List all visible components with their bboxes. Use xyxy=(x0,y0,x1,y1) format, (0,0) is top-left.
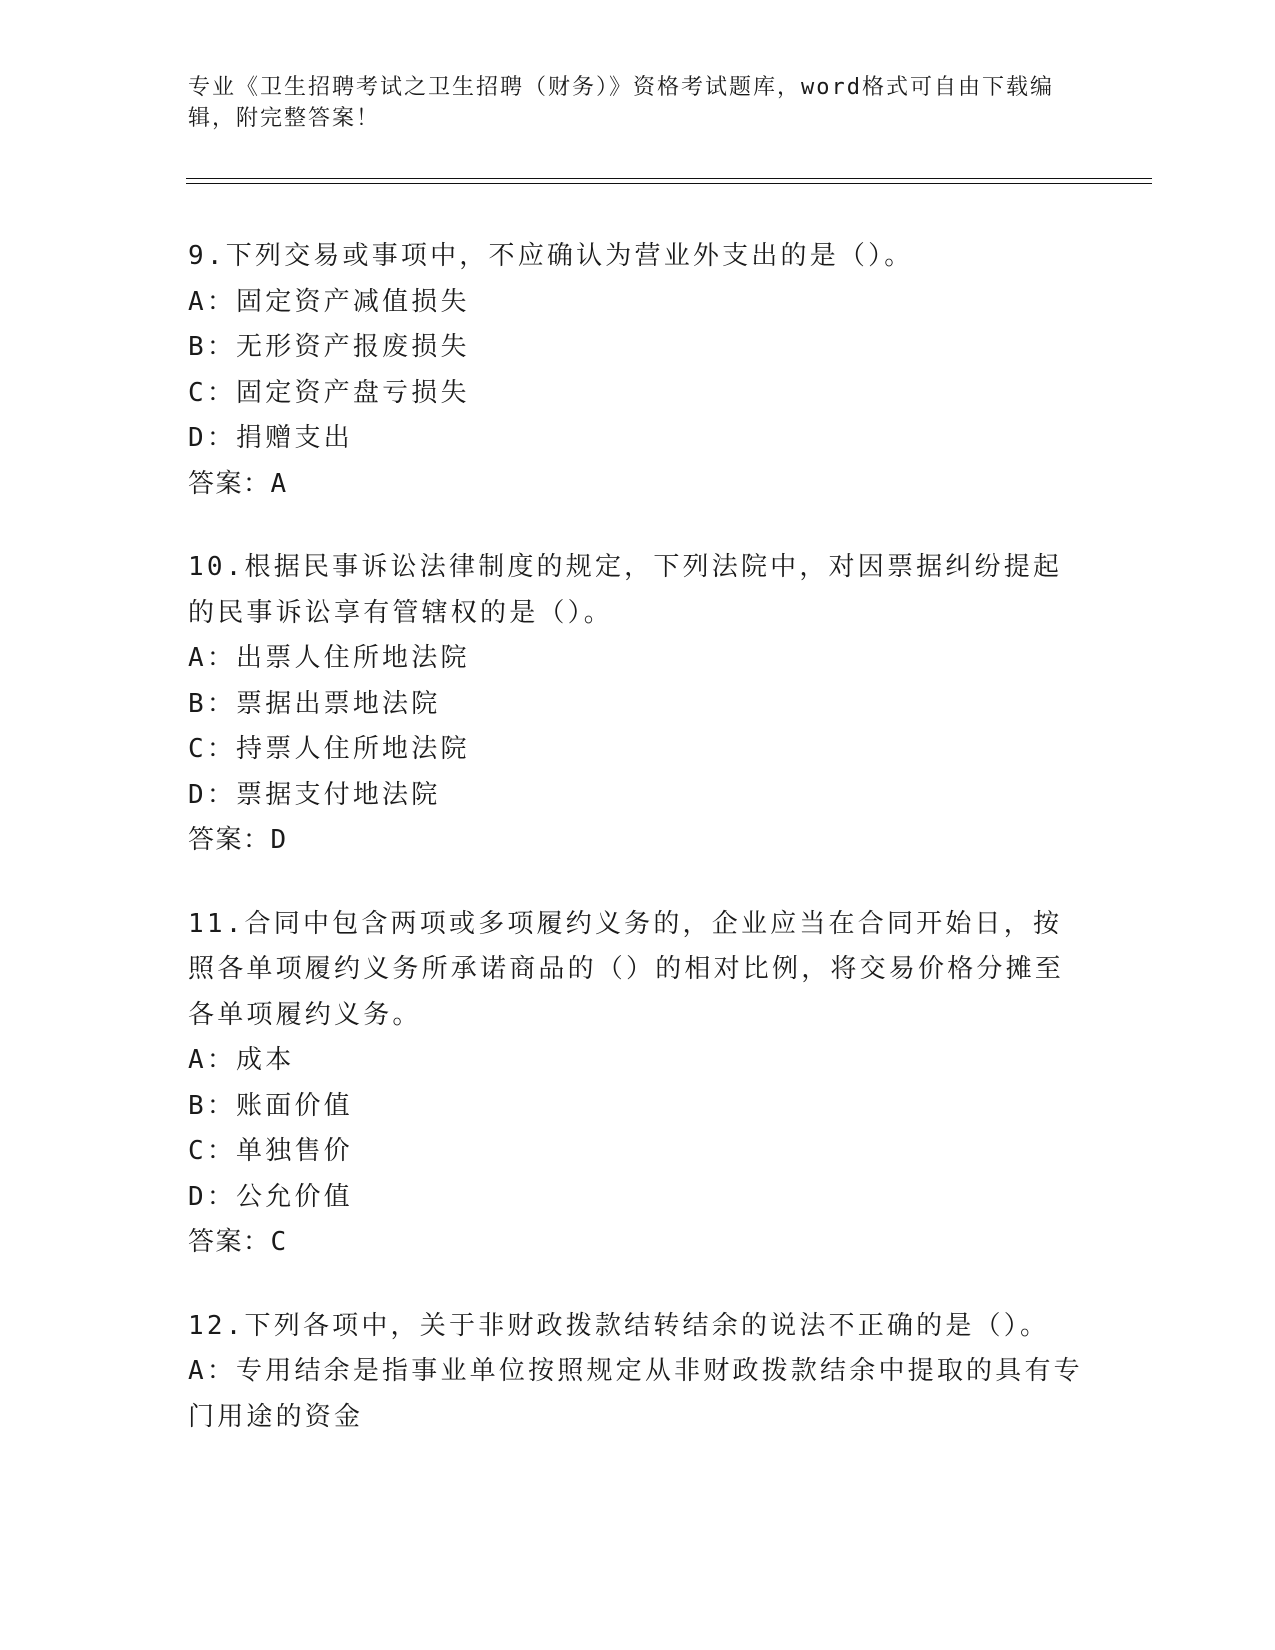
option-a: A：专用结余是指事业单位按照规定从非财政拨款结余中提取的具有专门用途的资金 xyxy=(188,1356,1083,1432)
answer-label: 答案： xyxy=(188,468,271,499)
option-b: B：无形资产报废损失 xyxy=(188,332,470,362)
option-a: A：固定资产减值损失 xyxy=(188,286,470,317)
option-c: C：持票人住所地法院 xyxy=(188,734,470,764)
question-10 xyxy=(188,545,1088,864)
question-stem: 9.下列交易或事项中，不应确认为营业外支出的是（）。 xyxy=(188,241,914,271)
answer-value: C xyxy=(270,1227,287,1257)
option-c: C：单独售价 xyxy=(188,1136,353,1166)
option-d: D：公允价值 xyxy=(188,1181,353,1212)
option-d: D：票据支付地法院 xyxy=(188,779,441,810)
option-a: A：出票人住所地法院 xyxy=(188,643,470,673)
option-c: C：固定资产盘亏损失 xyxy=(188,377,470,408)
question-11 xyxy=(188,902,1088,1266)
answer-line xyxy=(188,1220,1088,1266)
option-b: B：票据出票地法院 xyxy=(188,688,441,719)
question-stem: 12.下列各项中，关于非财政拨款结转结余的说法不正确的是（）。 xyxy=(188,1310,1050,1341)
question-list xyxy=(188,234,1088,1478)
answer-label: 答案： xyxy=(188,1227,271,1257)
header-divider-top xyxy=(186,178,1152,179)
answer-value: A xyxy=(270,468,287,499)
question-9 xyxy=(188,234,1088,507)
question-12 xyxy=(188,1304,1088,1441)
option-b: B：账面价值 xyxy=(188,1090,353,1121)
answer-label: 答案： xyxy=(188,825,271,855)
option-a: A：成本 xyxy=(188,1045,295,1075)
header-divider-bottom xyxy=(186,183,1152,184)
answer-line xyxy=(188,462,1088,508)
answer-value: D xyxy=(270,825,287,855)
question-stem: 11.合同中包含两项或多项履约义务的，企业应当在合同开始日，按照各单项履约义务所承诺商品的（）的相对比例，将交易价格分摊至各单项履约义务。 xyxy=(188,908,1065,1030)
answer-line xyxy=(188,818,1088,864)
option-d: D：捐赠支出 xyxy=(188,423,353,453)
document-header: 专业《卫生招聘考试之卫生招聘（财务）》资格考试题库，word格式可自由下载编辑，附完整答案！ xyxy=(188,75,1054,131)
question-stem: 10.根据民事诉讼法律制度的规定，下列法院中，对因票据纠纷提起的民事诉讼享有管辖权的是（）。 xyxy=(188,552,1063,628)
